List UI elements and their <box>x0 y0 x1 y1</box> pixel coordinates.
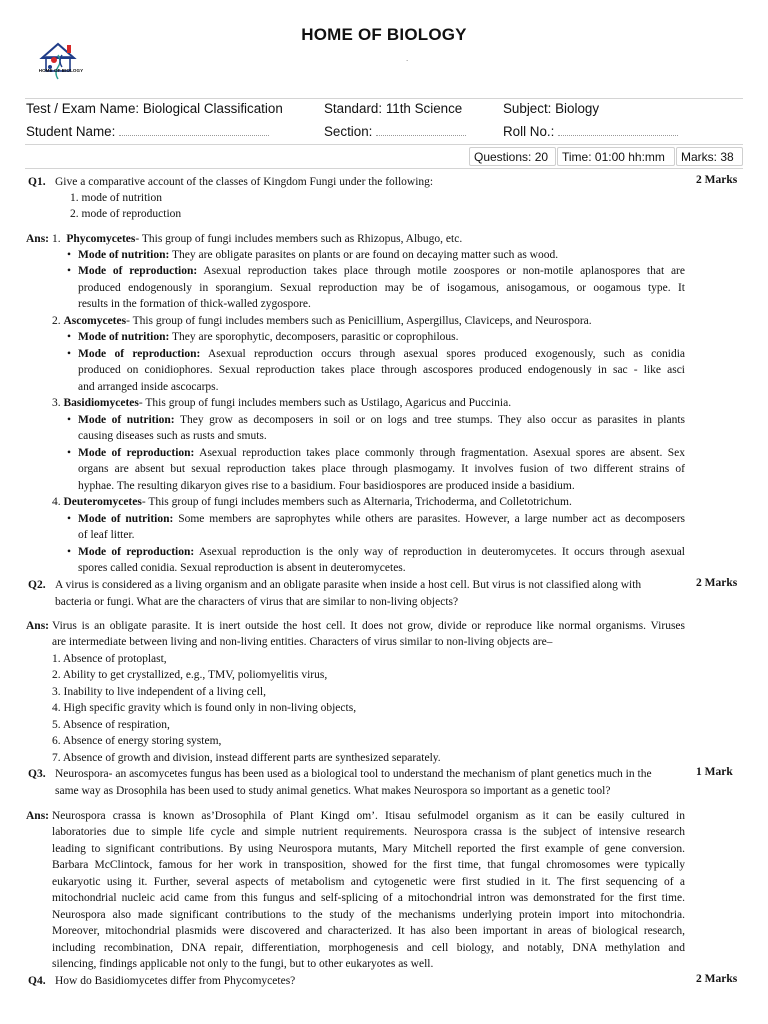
a3-line-4: Barbara McClintock, famous for her work in transposition, showed for the first time, that fungal chromosomes were typically <box>52 859 685 871</box>
header-mid-rule <box>25 144 743 145</box>
a2-item-3: 3. Inability to live independent of a living cell, <box>52 686 266 698</box>
a3-line-2: laboratories due to simple life cycle and simple nutrient requirements. Neurospora crassa is the subject of intensive research <box>52 826 685 838</box>
a3-line-5: eukaryotic using it. Further, several aspects of metabolism and cytogenetic were first studied in it. The first sequencing of a <box>52 876 685 888</box>
a3-line-6: mitochondrial nucleic acid came from this fungus and self-splicing of a mitochondrial intron was demonstrated for the first time. <box>52 892 685 904</box>
time-badge: Time: 01:00 hh:mm <box>557 147 675 166</box>
q2-number: Q2. <box>28 579 46 591</box>
q1-text: Give a comparative account of the classes of Kingdom Fungi under the following: <box>55 176 434 188</box>
a1-class-1-heading: 1. Phycomycetes- This group of fungi includes members such as Rhizopus, Albugo, etc. <box>52 233 463 245</box>
q2-text-l2: bacteria or fungi. What are the characters of virus that are similar to non-living objects? <box>55 596 459 608</box>
header-top-rule <box>25 98 743 99</box>
a1-class-1-nutrition: • Mode of nutrition: They are obligate parasites on plants or are found on decaying matter such as wood. <box>78 247 558 264</box>
q1-option-1: 1. mode of nutrition <box>70 192 162 204</box>
a1-class-1-reproduction-l2: produced endogenously in sporangium. Sexual reproduction may be of isogamous, anisogamous, or oogamous type. It <box>78 282 685 294</box>
q1-number: Q1. <box>28 176 46 188</box>
marks-badge: Marks: 38 <box>676 147 743 166</box>
a2-item-4: 4. High specific gravity which is found only in non-living objects, <box>52 702 357 714</box>
a3-line-10: silencing, findings applicable not only to the fungi, but to other eukaryotes as well. <box>52 958 434 970</box>
q1-option-2: 2. mode of reproduction <box>70 208 182 220</box>
subject-value: Biology <box>555 101 600 116</box>
a1-class-2-heading: 2. Ascomycetes- This group of fungi includes members such as Penicillium, Aspergillus, Claviceps, and Neurospora. <box>52 315 592 327</box>
a2-item-7: 7. Absence of growth and division, instead different parts are synthesized separately. <box>52 752 441 764</box>
student-name-label: Student Name: <box>26 124 116 139</box>
a1-class-2-reproduction-l3: and arranged inside ascocarps. <box>78 381 219 393</box>
q4-text: How do Basidiomycetes differ from Phycomycetes? <box>55 975 296 987</box>
header-dot: . <box>406 54 409 63</box>
q4-number: Q4. <box>28 975 46 987</box>
roll-no-label: Roll No.: <box>503 124 555 139</box>
q1-marks: 2 Marks <box>696 174 738 186</box>
a2-item-2: 2. Ability to get crystallized, e.g., TMV, poliomyelitis virus, <box>52 669 328 681</box>
standard-label: Standard: <box>324 101 383 116</box>
logo-caption: HOME OF BIOLOGY <box>38 68 84 73</box>
a3-line-8: Moreover, mitochondrial plasmids were discovered and characterized. It has also been important in areas of biological research, <box>52 925 685 937</box>
questions-count-badge: Questions: 20 <box>469 147 556 166</box>
roll-no-blank[interactable] <box>558 125 678 136</box>
a2-item-5: 5. Absence of respiration, <box>52 719 170 731</box>
a1-class-2-reproduction-l1: • Mode of reproduction: Asexual reproduction occurs through asexual spores produced exogenously, such as conidia <box>78 346 685 363</box>
a3-line-7: Neurospora also made significant contributions to the study of the mechanisms underlying protein import into mitochondria. <box>52 909 685 921</box>
a1-class-4-reproduction-l1: • Mode of reproduction: Asexual reproduction is the only way of reproduction in deuteromycetes. It occurs through asexual <box>78 544 685 561</box>
page-title: HOME OF BIOLOGY <box>301 25 467 44</box>
subject-label: Subject: <box>503 101 552 116</box>
a1-class-1-reproduction-l1: • Mode of reproduction: Asexual reproduction takes place through motile zoospores or non-motile aplanospores that are <box>78 263 685 280</box>
a2-label: Ans: <box>26 620 50 632</box>
a2-text-l1: Virus is an obligate parasite. It is inert outside the host cell. It does not grow, divide or reproduce like normal organisms. Viruses <box>52 620 685 632</box>
a1-class-2-reproduction-l2: produced on conidiophores. Sexual reproduction takes place through ascospores produced endogenously in sac - like asci <box>78 364 685 376</box>
test-name-label: Test / Exam Name: <box>26 101 140 116</box>
a2-item-6: 6. Absence of energy storing system, <box>52 735 222 747</box>
a2-item-1: 1. Absence of protoplast, <box>52 653 167 665</box>
section-label: Section: <box>324 124 373 139</box>
section-field[interactable] <box>324 124 466 139</box>
a1-label: Ans: <box>26 233 50 245</box>
a1-class-1-reproduction-l3: results in the formation of thick-walled zygospore. <box>78 298 311 310</box>
section-blank[interactable] <box>376 125 466 136</box>
q3-text-l1: Neurospora- an ascomycetes fungus has been used as a biological tool to understand the mechanism of plant genetics much in the <box>55 768 652 780</box>
a1-class-4-reproduction-l2: spores called conidia. Sexual reproduction is absent in deuteromycetes. <box>78 562 406 574</box>
q4-marks: 2 Marks <box>696 973 738 985</box>
roll-no-field[interactable] <box>503 124 678 139</box>
q3-marks: 1 Mark <box>696 766 733 778</box>
a3-label: Ans: <box>26 810 50 822</box>
student-name-blank[interactable] <box>119 125 269 136</box>
a1-class-3-nutrition-l2: causing diseases such as rusts and smuts. <box>78 430 267 442</box>
a3-line-3: leading to significant contributions. By using Neurospora mutants, Mary Mitchell reported the first example of gene conversion. <box>52 843 685 855</box>
q2-marks: 2 Marks <box>696 577 738 589</box>
a1-class-3-reproduction-l2: organs are absent but sexual reproduction takes place through plasmogamy. It involves fusion of two different strains of <box>78 463 685 475</box>
test-name-field <box>26 101 283 116</box>
a2-text-l2: are intermediate between living and non-living entities. Characters of virus similar to non-living objects are– <box>52 636 553 648</box>
student-name-field[interactable] <box>26 124 269 139</box>
a1-class-3-heading: 3. Basidiomycetes- This group of fungi includes members such as Ustilago, Agaricus and Puccinia. <box>52 397 512 409</box>
a3-line-1: Neurospora crassa is known as’Drosophila of Plant Kingd om’. Itisau sefulmodel organism as it can be easily cultured in <box>52 810 685 822</box>
a1-class-4-nutrition-l2: of leaf litter. <box>78 529 135 541</box>
test-name-value: Biological Classification <box>142 101 283 116</box>
q3-text-l2: same way as Drosophila has been used to study animal genetics. What makes Neurospora so important as a genetic tool? <box>55 785 611 797</box>
a3-line-9: including recombination, DNA repair, differentiation, morphogenesis and cell biology, and notably, DNA methylation and <box>52 942 685 954</box>
a1-class-4-heading: 4. Deuteromycetes- This group of fungi includes members such as Alternaria, Trichoderma, and Colletotrichum. <box>52 496 572 508</box>
a1-class-2-nutrition: • Mode of nutrition: They are sporophytic, decomposers, parasitic or coprophilous. <box>78 329 459 346</box>
q2-text-l1: A virus is considered as a living organism and an obligate parasite when inside a host cell. But virus is not classified along with <box>55 579 642 591</box>
a1-class-4-nutrition-l1: • Mode of nutrition: Some members are saprophytes while others are parasites. However, a large number act as decomposers <box>78 511 685 528</box>
q3-number: Q3. <box>28 768 46 780</box>
header-bottom-rule <box>25 168 743 169</box>
subject-field <box>503 101 599 116</box>
standard-field <box>324 101 462 116</box>
a1-class-3-reproduction-l1: • Mode of reproduction: Asexual reproduction takes place commonly through fragmentation. Asexual spores are absent. Sex <box>78 445 685 462</box>
standard-value: 11th Science <box>385 101 463 116</box>
a1-class-3-nutrition-l1: • Mode of nutrition: They grow as decomposers in soil or on logs and tree stumps. They also occur as parasites in plants <box>78 412 685 429</box>
home-of-biology-logo <box>36 40 86 80</box>
a1-class-3-reproduction-l3: hyphae. The resulting dikaryon gives rise to a basidium. Four basidiospores are produced inside a basidium. <box>78 480 575 492</box>
